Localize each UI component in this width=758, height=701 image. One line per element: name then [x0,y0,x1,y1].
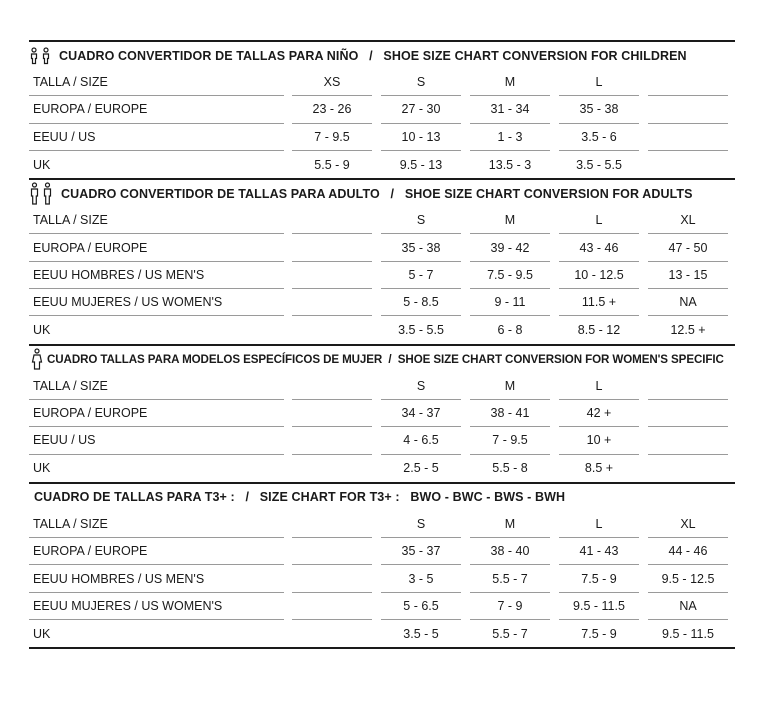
table-cell: S [381,373,461,400]
row-label: UK [33,157,51,172]
table-cell: 10 + [559,427,639,454]
table-row [29,400,735,427]
table-cell [292,316,372,343]
table-row [29,373,735,400]
table-cell: 9 - 11 [470,289,550,316]
two-adults-icon [29,182,55,206]
t3-section-header [29,484,735,511]
table-cell [292,234,372,261]
table-cell: 35 - 38 [381,234,461,261]
adults-section [29,178,735,343]
table-cell: 7.5 - 9 [559,565,639,592]
table-cell [292,565,372,592]
table-cell: 3.5 - 5.5 [398,323,444,338]
table-cell: 31 - 34 [470,96,550,123]
adults-section-header [29,180,735,207]
adults-section-title: CUADRO CONVERTIDOR DE TALLAS PARA ADULTO / SHOE SIZE CHART CONVERSION FOR ADULTS [61,186,693,201]
table-cell: 39 - 42 [470,234,550,261]
table-cell [648,373,728,400]
table-row [29,96,735,123]
table-cell: 43 - 46 [559,234,639,261]
table-cell: 13.5 - 3 [488,157,532,172]
table-cell: L [559,511,639,538]
table-cell: 3.5 - 5.5 [576,157,622,172]
table-cell [292,262,372,289]
womens-section-title: CUADRO TALLAS PARA MODELOS ESPECÍFICOS DE MUJER / SHOE SIZE CHART CONVERSION FOR WOMEN'S SPECIFIC [47,352,724,366]
table-cell [292,289,372,316]
row-label: EEUU MUJERES / US WOMEN'S [29,289,284,316]
table-cell: 9.5 - 11.5 [662,626,714,641]
table-cell [292,538,372,565]
table-cell: 3.5 - 5 [403,626,439,641]
womens-section-header [29,346,735,373]
t3-section-title: CUADRO DE TALLAS PARA T3+ : / SIZE CHART FOR T3+ : BWO - BWC - BWS - BWH [34,490,566,505]
table-cell: M [470,373,550,400]
table-cell: 35 - 38 [559,96,639,123]
table-cell: 35 - 37 [381,538,461,565]
table-cell: M [470,207,550,234]
table-row [29,427,735,454]
table-cell: S [381,207,461,234]
table-cell: 3 - 5 [381,565,461,592]
table-cell [648,427,728,454]
table-cell [648,151,728,178]
table-cell: 8.5 + [584,461,614,476]
table-cell: 10 - 13 [381,124,461,151]
table-cell: NA [648,289,728,316]
table-cell: 38 - 41 [470,400,550,427]
row-label: EEUU MUJERES / US WOMEN'S [29,593,284,620]
table-cell: 7 - 9.5 [292,124,372,151]
table-cell: L [559,373,639,400]
table-cell: 42 + [559,400,639,427]
table-cell: S [381,69,461,96]
row-label: EEUU / US [29,427,284,454]
table-row [29,207,735,234]
table-cell: 9.5 - 12.5 [648,565,728,592]
table-cell: 7.5 - 9.5 [470,262,550,289]
row-label: EUROPA / EUROPE [29,234,284,261]
table-cell: 1 - 3 [470,124,550,151]
table-cell: 7 - 9 [470,593,550,620]
table-cell [648,400,728,427]
table-cell: 11.5 + [559,289,639,316]
woman-icon [31,348,43,370]
table-cell [292,207,372,234]
table-cell: M [470,511,550,538]
row-label: UK [33,626,51,641]
table-cell: XL [648,511,728,538]
table-cell: L [559,69,639,96]
table-row [29,69,735,96]
table-cell: 23 - 26 [292,96,372,123]
table-cell: S [381,511,461,538]
t3-section [29,482,735,649]
table-cell: 5.5 - 7 [492,626,528,641]
table-cell: 5 - 7 [381,262,461,289]
table-cell: 10 - 12.5 [559,262,639,289]
table-cell: NA [648,593,728,620]
children-section-title: CUADRO CONVERTIDOR DE TALLAS PARA NIÑO / SHOE SIZE CHART CONVERSION FOR CHILDREN [59,48,687,63]
children-section [29,40,735,178]
table-cell: 5.5 - 7 [470,565,550,592]
row-label: TALLA / SIZE [29,207,284,234]
womens-section [29,344,735,482]
size-chart [29,40,735,649]
table-cell: 5 - 8.5 [381,289,461,316]
table-cell [648,455,728,482]
table-cell: 38 - 40 [470,538,550,565]
row-label: TALLA / SIZE [29,69,284,96]
row-label: TALLA / SIZE [29,373,284,400]
table-cell: 9.5 - 13 [399,157,443,172]
table-cell: 2.5 - 5 [403,461,439,476]
row-label: EEUU HOMBRES / US MEN'S [29,262,284,289]
row-label: UK [33,323,51,338]
table-row [29,262,735,289]
table-row [29,289,735,316]
table-cell [648,69,728,96]
table-cell: 5 - 6.5 [381,593,461,620]
table-cell: 34 - 37 [381,400,461,427]
table-cell [292,511,372,538]
table-row [29,593,735,620]
table-cell: 6 - 8 [497,323,523,338]
table-row [29,620,735,647]
table-cell: XL [648,207,728,234]
table-cell: 4 - 6.5 [381,427,461,454]
table-cell: 5.5 - 9 [314,157,350,172]
table-cell: 7.5 - 9 [581,626,617,641]
table-cell [292,455,372,482]
table-cell: 13 - 15 [648,262,728,289]
row-label: EEUU / US [29,124,284,151]
table-cell: 3.5 - 6 [559,124,639,151]
table-cell: 8.5 - 12 [577,323,621,338]
row-label: EUROPA / EUROPE [29,96,284,123]
table-cell [648,124,728,151]
row-label: EUROPA / EUROPE [29,400,284,427]
table-cell [292,373,372,400]
table-cell: 9.5 - 11.5 [559,593,639,620]
table-cell [292,593,372,620]
table-cell: 44 - 46 [648,538,728,565]
row-label: EUROPA / EUROPE [29,538,284,565]
table-cell [292,400,372,427]
table-cell: 47 - 50 [648,234,728,261]
table-cell [648,96,728,123]
table-row [29,151,735,178]
table-cell: 12.5 + [670,323,706,338]
table-row [29,511,735,538]
table-cell: 7 - 9.5 [470,427,550,454]
table-cell [292,427,372,454]
table-cell: 41 - 43 [559,538,639,565]
two-children-icon [29,47,53,65]
table-row [29,124,735,151]
table-row [29,316,735,343]
table-cell: XS [292,69,372,96]
table-cell: M [470,69,550,96]
table-cell: 27 - 30 [381,96,461,123]
row-label: UK [33,461,51,476]
row-label: EEUU HOMBRES / US MEN'S [29,565,284,592]
table-cell: L [559,207,639,234]
table-cell: 5.5 - 8 [492,461,528,476]
table-row [29,565,735,592]
row-label: TALLA / SIZE [29,511,284,538]
children-section-header [29,42,735,69]
table-row [29,538,735,565]
table-row [29,234,735,261]
table-row [29,455,735,482]
table-cell [292,620,372,647]
